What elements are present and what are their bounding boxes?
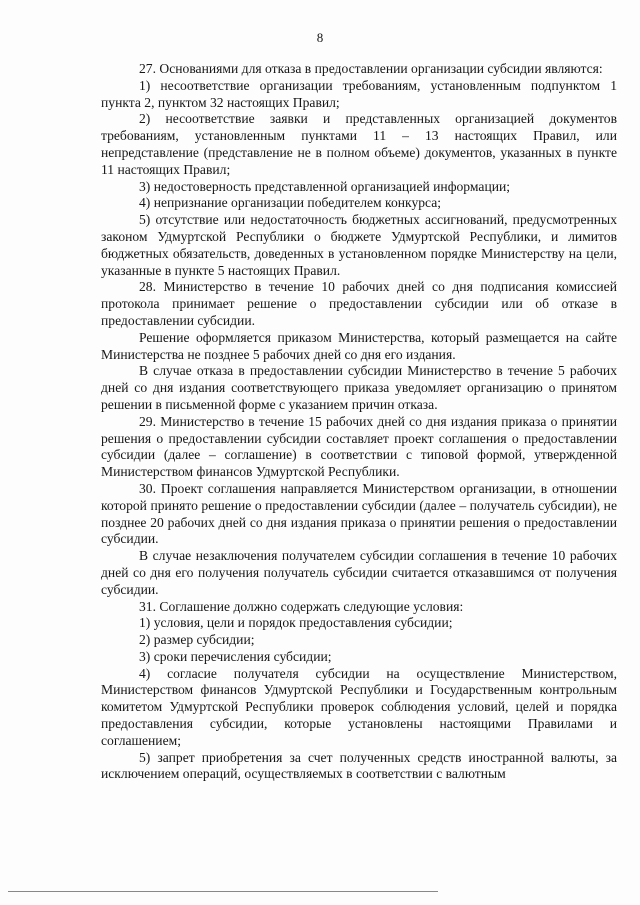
list-item: 2) размер субсидии; [139,632,255,648]
list-item: 4) непризнание организации победителем конкурса; [139,195,442,211]
paragraph: Решение оформляется приказом Министерства, который размещается на сайте Министерства не позднее 5 рабочих дней со дня его издания. [101,329,617,362]
paragraph: В случае незаключения получателем субсидии соглашения в течение 10 рабочих дней со дня его получения получатель субсидии считается отказавшимся от получения субсидии. [101,548,617,597]
list-item: 5) отсутствие или недостаточность бюджетных ассигнований, предусмотренных законом Удмуртской Республики о бюджете Удмуртской Республики, и лимитов бюджетных обязательств, доведенных в установленном порядке Министерству на цели, указанные в пункте 5 настоящих Правил. [101,212,617,278]
paragraph-29: 29. Министерство в течение 15 рабочих дней со дня издания приказа о принятии решения о предоставлении субсидии составляет проект соглашения о предоставлении субсидии (далее – соглашение) в соответствии с типовой формой, утвержденной Министерством финансов Удмуртской Республики. [101,413,617,480]
page-number: 8 [316,30,324,45]
paragraph-31: 31. Соглашение должно содержать следующие условия: [139,598,464,614]
list-item: 4) согласие получателя субсидии на осуществление Министерством, Министерством финансов Удмуртской Республики и Государственным контрольным комитетом Удмуртской Республики проверок соблюдения условий, целей и порядка предоставления субсидии, которые установлены настоящими Правилами и соглашением; [101,665,617,748]
list-item: 5) запрет приобретения за счет полученных средств иностранной валюты, за исключением операций, осуществляемых в соответствии с валютным [101,749,617,782]
document-body [101,61,617,783]
paragraph-28: 28. Министерство в течение 10 рабочих дней со дня подписания комиссией протокола принимает решение о предоставлении субсидии или об отказе в предоставлении субсидии. [101,279,617,328]
list-item: 3) недостоверность представленной организацией информации; [139,178,511,194]
list-item: 3) сроки перечисления субсидии; [139,648,332,664]
list-item: 2) несоответствие заявки и представленных организацией документов требованиям, установленным пунктами 11 – 13 настоящих Правил, или непредставление (представление не в полном объеме) документов, указанных в пункте 11 настоящих Правил; [101,111,617,177]
paragraph-30: 30. Проект соглашения направляется Министерством организации, в отношении которой принято решение о предоставлении субсидии (далее – получатель субсидии), не позднее 20 рабочих дней со дня издания приказа о принятии решения о предоставлении субсидии. [101,480,617,547]
paragraph-27: 27. Основаниями для отказа в предоставлении организации субсидии являются: [139,61,603,76]
footer-divider [8,891,438,892]
paragraph: В случае отказа в предоставлении субсидии Министерство в течение 5 рабочих дней со дня издания соответствующего приказа уведомляет организацию о принятом решении в письменной форме с указанием причин отказа. [101,363,617,412]
list-item: 1) условия, цели и порядок предоставления субсидии; [139,615,453,631]
list-item: 1) несоответствие организации требованиям, установленным подпунктом 1 пункта 2, пунктом 32 настоящих Правил; [101,77,617,110]
